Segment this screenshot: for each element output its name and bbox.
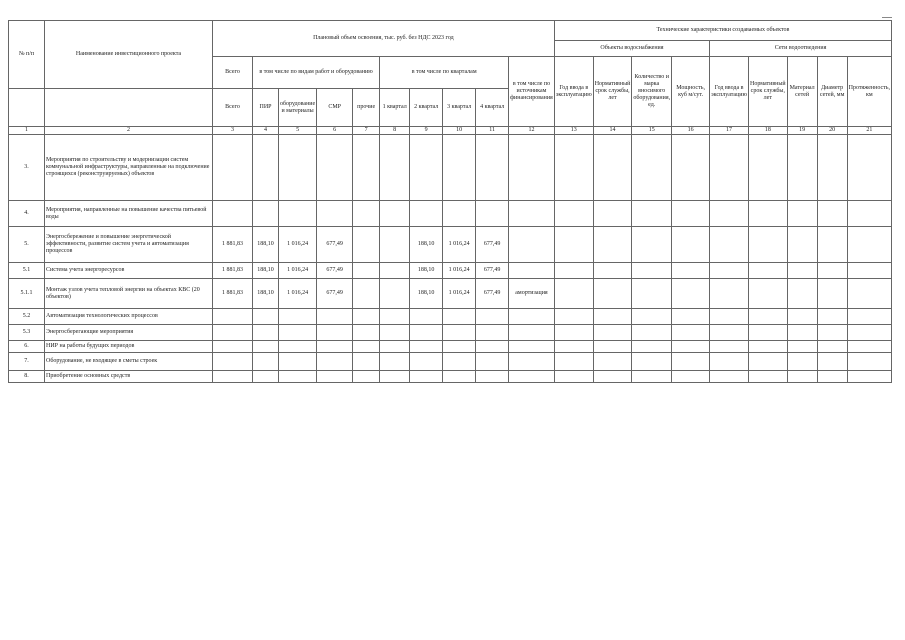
col-header-water-disposal: Сети водоотведения <box>710 41 892 57</box>
cell-smr <box>317 309 353 325</box>
cell-tech <box>847 353 891 371</box>
cell-tech <box>632 263 672 279</box>
col-header-by-source: в том числе по источникам финансирования <box>509 57 555 127</box>
cell-pir: 188,10 <box>253 227 279 263</box>
col-header-wd-year: Год ввода в эксплуатацию <box>710 57 749 127</box>
cell-equip <box>279 325 317 341</box>
table-row <box>9 309 892 325</box>
col-header-name: Наименование инвестиционного проекта <box>45 21 213 89</box>
cell-tech <box>817 309 847 325</box>
cell-total <box>213 371 253 383</box>
cell-tech <box>593 227 632 263</box>
cell-tech <box>632 227 672 263</box>
col-header-ws-power: Мощность, куб м/сут. <box>672 57 710 127</box>
cell-pir <box>253 201 279 227</box>
cell-total <box>213 309 253 325</box>
cell-other <box>353 341 380 353</box>
col-header-q3: 3 квартал <box>443 89 476 127</box>
cell-tech <box>710 279 749 309</box>
cell-tech <box>593 341 632 353</box>
cell-other <box>353 263 380 279</box>
col-header-wd-material: Материал сетей <box>787 57 817 127</box>
cell-tech <box>817 353 847 371</box>
cell-tech <box>787 263 817 279</box>
cell-tech <box>787 279 817 309</box>
col-header-no-cont <box>9 89 45 127</box>
col-header-total: Всего <box>213 57 253 89</box>
cell-q4 <box>476 341 509 353</box>
cell-q2: 188,10 <box>410 279 443 309</box>
cell-source <box>509 325 555 341</box>
cell-tech <box>847 341 891 353</box>
cell-name: Энергосбережение и повышение энергетической эффективности, развитие систем учета и автоматизация процессов <box>45 227 213 263</box>
cell-num: 4. <box>9 201 45 227</box>
cell-num: 5.1.1 <box>9 279 45 309</box>
col-header-q2: 2 квартал <box>410 89 443 127</box>
cell-tech <box>817 371 847 383</box>
cell-q4: 677,49 <box>476 279 509 309</box>
cell-q4 <box>476 135 509 201</box>
cell-tech <box>847 309 891 325</box>
cell-tech <box>554 353 593 371</box>
cell-q1 <box>380 325 410 341</box>
cell-tech <box>847 201 891 227</box>
cell-tech <box>554 135 593 201</box>
cell-tech <box>593 309 632 325</box>
cell-smr <box>317 201 353 227</box>
cell-q1 <box>380 263 410 279</box>
col-header-ws-year: Год ввода в эксплуатацию <box>554 57 593 127</box>
cell-tech <box>817 227 847 263</box>
cell-tech <box>632 371 672 383</box>
col-header-equipment: оборудование и материалы <box>279 89 317 127</box>
column-number: 9 <box>410 127 443 135</box>
page-mark <box>882 17 892 18</box>
table-row <box>9 371 892 383</box>
table-row <box>9 201 892 227</box>
cell-q1 <box>380 227 410 263</box>
cell-tech <box>847 263 891 279</box>
cell-q2: 188,10 <box>410 227 443 263</box>
cell-q1 <box>380 135 410 201</box>
cell-equip <box>279 371 317 383</box>
cell-source <box>509 201 555 227</box>
cell-other <box>353 371 380 383</box>
cell-smr <box>317 353 353 371</box>
column-number: 15 <box>632 127 672 135</box>
cell-tech <box>672 201 710 227</box>
cell-total <box>213 353 253 371</box>
column-number: 10 <box>443 127 476 135</box>
cell-other <box>353 309 380 325</box>
cell-source <box>509 263 555 279</box>
cell-total <box>213 201 253 227</box>
cell-tech <box>710 263 749 279</box>
cell-other <box>353 353 380 371</box>
cell-other <box>353 201 380 227</box>
cell-q2 <box>410 325 443 341</box>
cell-tech <box>593 135 632 201</box>
cell-q1 <box>380 201 410 227</box>
cell-tech <box>672 135 710 201</box>
cell-q2 <box>410 201 443 227</box>
cell-tech <box>554 341 593 353</box>
cell-tech <box>672 325 710 341</box>
cell-tech <box>710 135 749 201</box>
cell-tech <box>749 309 788 325</box>
col-header-q4: 4 квартал <box>476 89 509 127</box>
cell-other <box>353 227 380 263</box>
cell-equip <box>279 201 317 227</box>
cell-total <box>213 325 253 341</box>
cell-tech <box>749 371 788 383</box>
cell-num: 5.1 <box>9 263 45 279</box>
cell-num: 5. <box>9 227 45 263</box>
column-number: 1 <box>9 127 45 135</box>
cell-tech <box>593 325 632 341</box>
cell-tech <box>749 279 788 309</box>
col-header-pir: ПИР <box>253 89 279 127</box>
cell-tech <box>672 309 710 325</box>
cell-num: 7. <box>9 353 45 371</box>
column-number-row <box>9 127 892 135</box>
cell-equip <box>279 135 317 201</box>
column-number: 19 <box>787 127 817 135</box>
col-header-ws-qty: Количество и марка вносимого оборудования, ед. <box>632 57 672 127</box>
cell-num: 3. <box>9 135 45 201</box>
col-header-water-supply: Объекты водоснабжения <box>554 41 709 57</box>
cell-q4: 677,49 <box>476 263 509 279</box>
cell-equip <box>279 353 317 371</box>
cell-tech <box>847 279 891 309</box>
cell-tech <box>710 371 749 383</box>
table-row <box>9 227 892 263</box>
table-row <box>9 341 892 353</box>
col-header-by-type: в том числе по видам работ и оборудованию <box>253 57 380 89</box>
column-number: 12 <box>509 127 555 135</box>
cell-pir <box>253 135 279 201</box>
cell-num: 5.2 <box>9 309 45 325</box>
cell-source <box>509 135 555 201</box>
cell-q3 <box>443 325 476 341</box>
cell-tech <box>787 325 817 341</box>
cell-name: НИР на работы будущих периодов <box>45 341 213 353</box>
cell-tech <box>632 201 672 227</box>
cell-tech <box>749 353 788 371</box>
cell-q3: 1 016,24 <box>443 279 476 309</box>
cell-q2 <box>410 371 443 383</box>
cell-tech <box>632 135 672 201</box>
col-header-wd-service: Нормативный срок службы, лет <box>749 57 788 127</box>
cell-tech <box>672 371 710 383</box>
table-row <box>9 263 892 279</box>
cell-pir <box>253 341 279 353</box>
cell-q3 <box>443 353 476 371</box>
cell-total <box>213 341 253 353</box>
cell-smr: 677,49 <box>317 227 353 263</box>
col-header-other: прочие <box>353 89 380 127</box>
table-row <box>9 353 892 371</box>
cell-name: Монтаж узлов учета тепловой энергии на объектах КВС (20 объектов) <box>45 279 213 309</box>
col-header-q1: 1 квартал <box>380 89 410 127</box>
col-header-by-quarter: в том числе по кварталам <box>380 57 509 89</box>
cell-tech <box>554 227 593 263</box>
col-header-tech: Технические характеристики создаваемых объектов <box>554 21 891 41</box>
cell-equip <box>279 341 317 353</box>
cell-tech <box>787 135 817 201</box>
cell-q4 <box>476 353 509 371</box>
col-header-name-cont <box>45 89 213 127</box>
column-number: 3 <box>213 127 253 135</box>
cell-q3 <box>443 201 476 227</box>
cell-pir <box>253 325 279 341</box>
cell-tech <box>593 279 632 309</box>
cell-q4: 677,49 <box>476 227 509 263</box>
table-row <box>9 135 892 201</box>
column-number: 20 <box>817 127 847 135</box>
cell-tech <box>817 325 847 341</box>
col-header-wd-diameter: Диаметр сетей, мм <box>817 57 847 127</box>
cell-tech <box>749 201 788 227</box>
cell-q3 <box>443 341 476 353</box>
cell-q3: 1 016,24 <box>443 227 476 263</box>
table-row <box>9 279 892 309</box>
column-number: 14 <box>593 127 632 135</box>
cell-source <box>509 227 555 263</box>
cell-tech <box>710 353 749 371</box>
cell-tech <box>672 353 710 371</box>
cell-smr <box>317 325 353 341</box>
col-header-wd-length: Протяженность, км <box>847 57 891 127</box>
cell-smr: 677,49 <box>317 279 353 309</box>
cell-name: Оборудование, не входящее в сметы строек <box>45 353 213 371</box>
cell-tech <box>847 135 891 201</box>
cell-tech <box>749 227 788 263</box>
cell-smr <box>317 341 353 353</box>
cell-tech <box>593 353 632 371</box>
cell-name: Мероприятия по строительству и модернизации систем коммунальной инфраструктуры, направленные на подключение строящихся (реконструируемых) объектов <box>45 135 213 201</box>
cell-tech <box>787 371 817 383</box>
cell-name: Энергосберегающие мероприятия <box>45 325 213 341</box>
cell-tech <box>749 135 788 201</box>
table-body <box>9 135 892 383</box>
cell-num: 5.3 <box>9 325 45 341</box>
cell-tech <box>554 325 593 341</box>
cell-q2: 188,10 <box>410 263 443 279</box>
column-number: 7 <box>353 127 380 135</box>
cell-name: Система учета энергоресурсов <box>45 263 213 279</box>
cell-q2 <box>410 341 443 353</box>
cell-tech <box>672 227 710 263</box>
cell-tech <box>710 325 749 341</box>
cell-tech <box>710 341 749 353</box>
cell-tech <box>593 371 632 383</box>
column-number: 21 <box>847 127 891 135</box>
cell-pir <box>253 353 279 371</box>
cell-pir: 188,10 <box>253 279 279 309</box>
cell-equip <box>279 309 317 325</box>
cell-tech <box>554 371 593 383</box>
column-number: 5 <box>279 127 317 135</box>
cell-tech <box>554 279 593 309</box>
cell-source: амортизация <box>509 279 555 309</box>
cell-q2 <box>410 309 443 325</box>
cell-tech <box>847 227 891 263</box>
column-number: 2 <box>45 127 213 135</box>
cell-tech <box>632 279 672 309</box>
cell-tech <box>710 227 749 263</box>
cell-tech <box>554 263 593 279</box>
cell-q4 <box>476 309 509 325</box>
cell-q2 <box>410 353 443 371</box>
cell-num: 8. <box>9 371 45 383</box>
cell-tech <box>632 353 672 371</box>
cell-equip: 1 016,24 <box>279 227 317 263</box>
col-header-no: № п/п <box>9 21 45 89</box>
cell-tech <box>787 341 817 353</box>
cell-tech <box>554 309 593 325</box>
cell-q1 <box>380 371 410 383</box>
cell-tech <box>787 309 817 325</box>
cell-name: Автоматизация технологических процессов <box>45 309 213 325</box>
cell-other <box>353 325 380 341</box>
cell-q4 <box>476 201 509 227</box>
col-header-smr: СМР <box>317 89 353 127</box>
cell-tech <box>787 201 817 227</box>
cell-equip: 1 016,24 <box>279 279 317 309</box>
cell-q1 <box>380 309 410 325</box>
column-number: 11 <box>476 127 509 135</box>
cell-total <box>213 135 253 201</box>
cell-tech <box>787 227 817 263</box>
investment-table <box>8 20 892 383</box>
cell-total: 1 881,83 <box>213 263 253 279</box>
col-header-plan: Плановый объем освоения, тыс. руб. без НДС 2023 год <box>213 21 555 57</box>
cell-q2 <box>410 135 443 201</box>
cell-total: 1 881,83 <box>213 227 253 263</box>
cell-smr <box>317 371 353 383</box>
col-header-ws-service: Нормативный срок службы, лет <box>593 57 632 127</box>
cell-source <box>509 353 555 371</box>
column-number: 13 <box>554 127 593 135</box>
cell-pir <box>253 371 279 383</box>
cell-tech <box>817 341 847 353</box>
cell-smr <box>317 135 353 201</box>
cell-q1 <box>380 353 410 371</box>
cell-name: Мероприятия, направленные на повышение качества питьевой воды <box>45 201 213 227</box>
cell-smr: 677,49 <box>317 263 353 279</box>
cell-q1 <box>380 279 410 309</box>
cell-tech <box>817 279 847 309</box>
cell-tech <box>817 135 847 201</box>
cell-source <box>509 309 555 325</box>
column-number: 17 <box>710 127 749 135</box>
cell-tech <box>672 341 710 353</box>
cell-name: Приобретение основных средств <box>45 371 213 383</box>
cell-tech <box>672 279 710 309</box>
cell-source <box>509 341 555 353</box>
cell-tech <box>632 309 672 325</box>
cell-tech <box>593 263 632 279</box>
cell-q3: 1 016,24 <box>443 263 476 279</box>
cell-tech <box>632 325 672 341</box>
cell-q4 <box>476 325 509 341</box>
cell-tech <box>749 325 788 341</box>
cell-tech <box>787 353 817 371</box>
cell-tech <box>710 201 749 227</box>
cell-total: 1 881,83 <box>213 279 253 309</box>
cell-num: 6. <box>9 341 45 353</box>
column-number: 16 <box>672 127 710 135</box>
column-number: 8 <box>380 127 410 135</box>
cell-tech <box>710 309 749 325</box>
cell-q4 <box>476 371 509 383</box>
cell-pir: 188,10 <box>253 263 279 279</box>
cell-tech <box>847 371 891 383</box>
cell-tech <box>847 325 891 341</box>
cell-source <box>509 371 555 383</box>
cell-q3 <box>443 371 476 383</box>
cell-tech <box>817 263 847 279</box>
column-number: 6 <box>317 127 353 135</box>
cell-pir <box>253 309 279 325</box>
cell-q3 <box>443 309 476 325</box>
cell-tech <box>632 341 672 353</box>
cell-tech <box>817 201 847 227</box>
cell-q3 <box>443 135 476 201</box>
cell-tech <box>749 263 788 279</box>
cell-equip: 1 016,24 <box>279 263 317 279</box>
col-header-total2: Всего <box>213 89 253 127</box>
cell-tech <box>749 341 788 353</box>
column-number: 18 <box>749 127 788 135</box>
cell-tech <box>593 201 632 227</box>
cell-tech <box>672 263 710 279</box>
cell-tech <box>554 201 593 227</box>
cell-other <box>353 279 380 309</box>
cell-other <box>353 135 380 201</box>
column-number: 4 <box>253 127 279 135</box>
table-row <box>9 325 892 341</box>
cell-q1 <box>380 341 410 353</box>
